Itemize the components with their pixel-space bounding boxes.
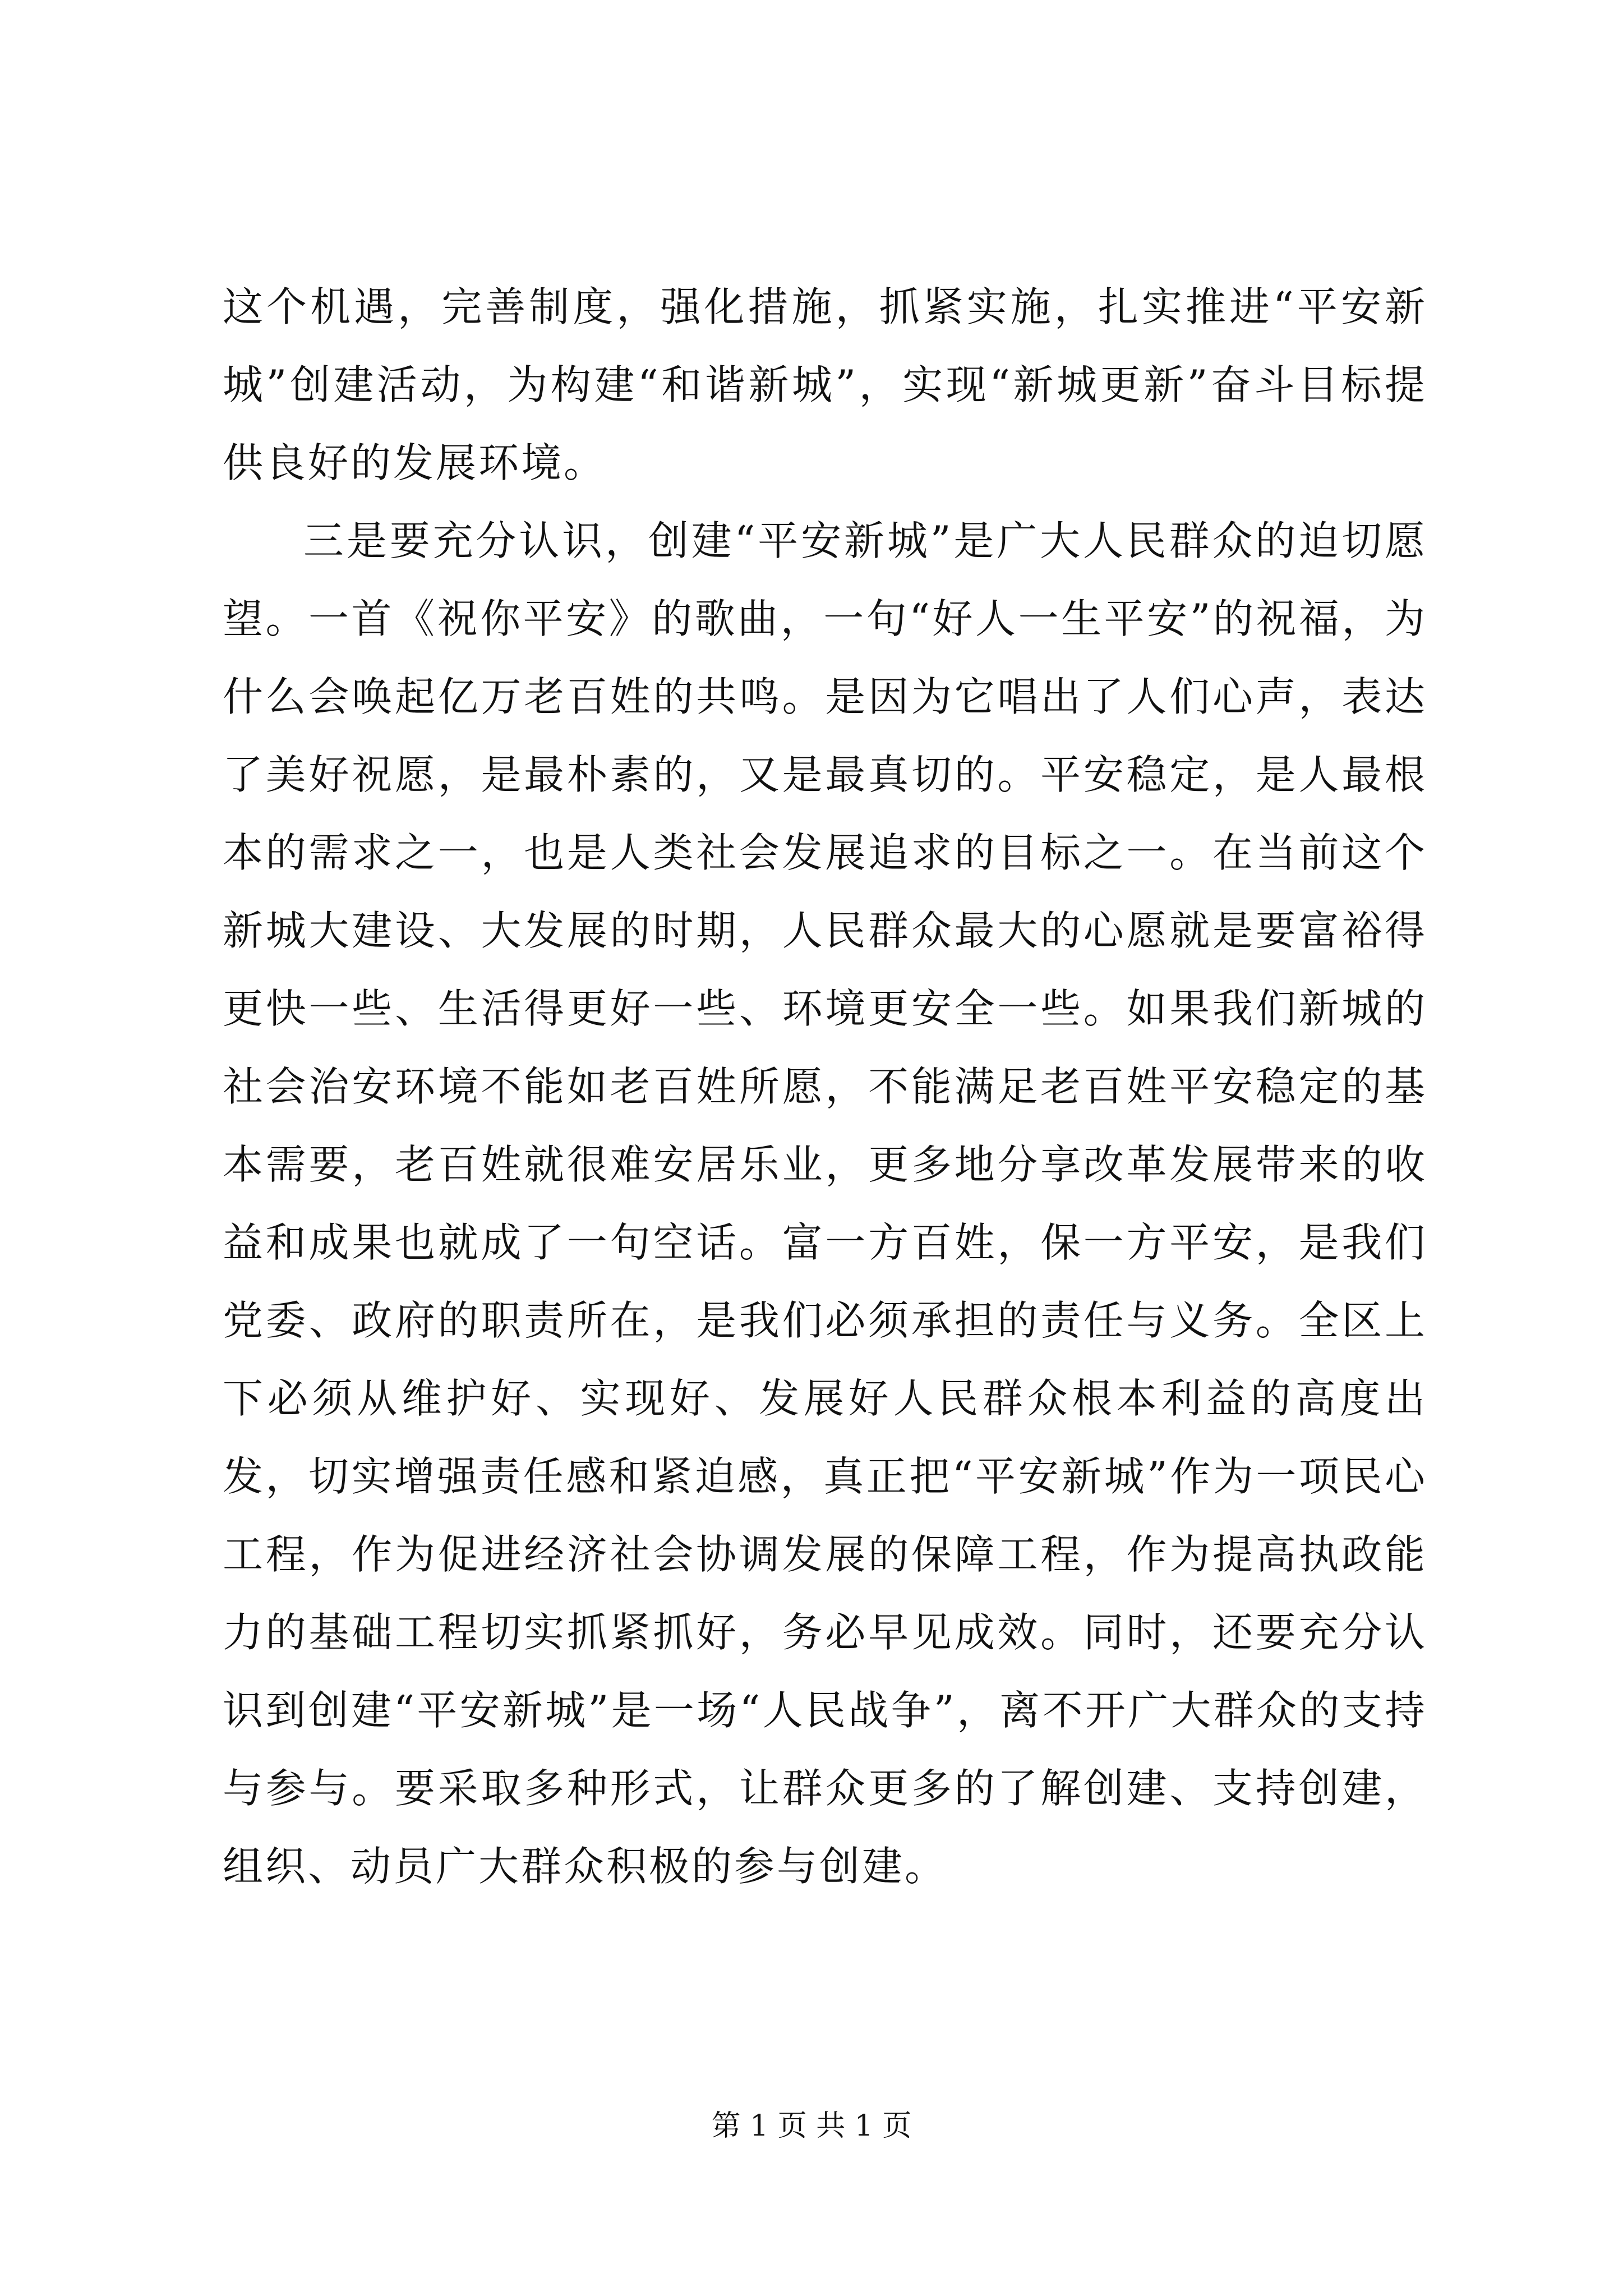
paragraph-continuation: 这个机遇，完善制度，强化措施，抓紧实施，扎实推进“平安新城”创建活动，为构建“和谐新城”，实现“新城更新”奋斗目标提供良好的发展环境。 [223,283,1427,486]
document-body [223,268,1427,1906]
paragraph-point-three: 三是要充分认识，创建“平安新城”是广大人民群众的迫切愿望。一首《祝你平安》的歌曲，一句“好人一生平安”的祝福，为什么会唤起亿万老百姓的共鸣。是因为它唱出了人们心声，表达了美好祝愿，是最朴素的，又是最真切的。平安稳定，是人最根本的需求之一，也是人类社会发展追求的目标之一。在当前这个新城大建设、大发展的时期，人民群众最大的心愿就是要富裕得更快一些、生活得更好一些、环境更安全一些。如果我们新城的社会治安环境不能如老百姓所愿，不能满足老百姓平安稳定的基本需要，老百姓就很难安居乐业，更多地分享改革发展带来的收益和成果也就成了一句空话。富一方百姓，保一方平安，是我们党委、政府的职责所在，是我们必须承担的责任与义务。全区上下必须从维护好、实现好、发展好人民群众根本利益的高度出发，切实增强责任感和紧迫感，真正把“平安新城”作为一项民心工程，作为促进经济社会协调发展的保障工程，作为提高执政能力的基础工程切实抓紧抓好，务必早见成效。同时，还要充分认识到创建“平安新城”是一场“人民战争”，离不开广大群众的支持与参与。要采取多种形式，让群众更多的了解创建、支持创建，组织、动员广大群众积极的参与创建。 [223,517,1427,1890]
page-number-footer: 第 1 页 共 1 页 [711,2109,912,2143]
